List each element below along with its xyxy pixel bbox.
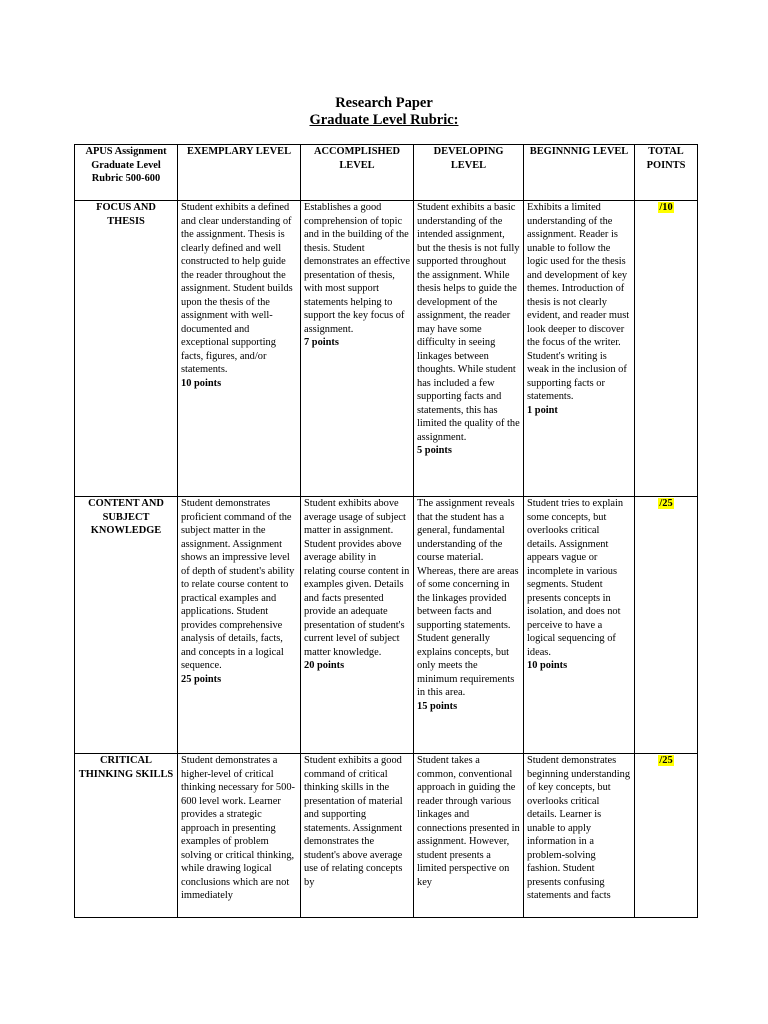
accomplished-cell <box>301 201 414 497</box>
rubric-table <box>74 144 698 918</box>
document-subtitle: Graduate Level Rubric: <box>309 112 459 128</box>
accomplished-text: Student exhibits a good command of critical thinking skills in the presentation of material and supporting statements. Assignment demonstrates the student's above average use of relating concepts by <box>304 755 403 888</box>
exemplary-text: Student demonstrates proficient command of the subject matter in the assignment. Assignment shows an impressive level of depth of student's ability to relate course content to practical examples and applications. Student provides comprehensive analysis of details, facts, and concepts in a logical sequence. <box>181 498 295 671</box>
total-cell <box>635 754 698 918</box>
beginning-points: 10 points <box>527 660 568 671</box>
developing-points: 5 points <box>417 445 452 456</box>
exemplary-text: Student demonstrates a higher-level of critical thinking necessary for 500-600 level work. Learner provides a strategic approach in presenting examples of problem solving or critical thinking, while drawing logical conclusions which are not immediately <box>181 755 295 901</box>
document-title: Research Paper <box>335 95 433 111</box>
exemplary-points: 10 points <box>181 377 222 389</box>
exemplary-text: Student exhibits a defined and clear understanding of the assignment. Thesis is clearly defined and well constructed to help guide the reader throughout the assignment. Student builds upon the thesis of the assignment with well-documented and exceptional supporting facts, figures, and/or statements. <box>181 202 293 375</box>
beginning-text: Student demonstrates beginning understanding of key concepts, but overlooks critical details. Learner is unable to apply information in a problem-solving fashion. Student presents confusing statements and facts <box>527 755 631 901</box>
developing-cell <box>414 754 524 918</box>
beginning-cell <box>524 201 635 497</box>
rubric-row-critical-thinking <box>75 754 698 918</box>
header-apus: APUS Assignment Graduate Level Rubric 500-600 <box>75 145 178 201</box>
criterion-cell: CONTENT AND SUBJECT KNOWLEDGE <box>75 497 178 754</box>
accomplished-cell <box>301 497 414 754</box>
criterion-cell: FOCUS AND THESIS <box>75 201 178 497</box>
developing-text: Student takes a common, conventional approach in guiding the reader through various linkages and connections presented in assignment. However, student presents a limited perspective on key <box>417 755 520 888</box>
beginning-cell <box>524 497 635 754</box>
rubric-row-focus-thesis <box>75 201 698 497</box>
developing-cell <box>414 497 524 754</box>
accomplished-text: Student exhibits above average usage of subject matter in assignment. Student provides above average ability in relating course content in examples given. Details and facts presented provide an adequate presentation of student's current level of subject matter knowledge. <box>304 498 410 658</box>
total-points-highlight: /10 <box>659 202 673 213</box>
document-title-block <box>0 95 768 129</box>
total-cell <box>635 497 698 754</box>
accomplished-points: 7 points <box>304 337 339 348</box>
exemplary-cell <box>178 497 301 754</box>
developing-cell <box>414 201 524 497</box>
accomplished-cell <box>301 754 414 918</box>
accomplished-points: 20 points <box>304 660 345 671</box>
header-accomplished: ACCOMPLISHED LEVEL <box>301 145 414 201</box>
rubric-row-content-knowledge <box>75 497 698 754</box>
criterion-cell: CRITICAL THINKING SKILLS <box>75 754 178 918</box>
exemplary-cell <box>178 201 301 497</box>
beginning-text: Exhibits a limited understanding of the assignment. Reader is unable to follow the logic used for the thesis and development of key themes. Introduction of thesis is not clearly evident, and reader must look deeper to discover the focus of the writer. Student's writing is weak in the inclusion of supporting facts or statements. <box>527 202 630 402</box>
total-points-highlight: /25 <box>659 755 673 766</box>
developing-points: 15 points <box>417 700 458 712</box>
header-total-points: TOTAL POINTS <box>635 145 698 201</box>
total-points-highlight: /25 <box>659 498 673 509</box>
developing-text: Student exhibits a basic understanding of the intended assignment, but the thesis is not fully supported throughout the assignment. While thesis helps to guide the development of the assignment, the reader may have some difficulty in seeing linkages between thoughts. While student has included a few supporting facts and statements, this has limited the quality of the assignment. <box>417 202 520 443</box>
header-developing: DEVELOPING LEVEL <box>414 145 524 201</box>
accomplished-text: Establishes a good comprehension of topic and in the building of the thesis. Student demonstrates an effective presentation of thesis, with most support statements helping to support the key focus of assignment. <box>304 202 410 335</box>
beginning-text: Student tries to explain some concepts, but overlooks critical details. Assignment appears vague or incomplete in various segments. Student presents concepts in isolation, and does not perceive to have a logical sequencing of ideas. <box>527 498 624 658</box>
header-exemplary: EXEMPLARY LEVEL <box>178 145 301 201</box>
header-beginning: BEGINNNIG LEVEL <box>524 145 635 201</box>
total-cell <box>635 201 698 497</box>
header-row <box>75 145 698 201</box>
developing-text: The assignment reveals that the student has a general, fundamental understanding of the course material. Whereas, there are areas of some concerning in the linkages provided between facts and supporting statements. Student generally explains concepts, but only meets the minimum requirements in this area. <box>417 498 519 698</box>
beginning-points: 1 point <box>527 404 558 416</box>
beginning-cell <box>524 754 635 918</box>
exemplary-cell <box>178 754 301 918</box>
exemplary-points: 25 points <box>181 673 222 685</box>
